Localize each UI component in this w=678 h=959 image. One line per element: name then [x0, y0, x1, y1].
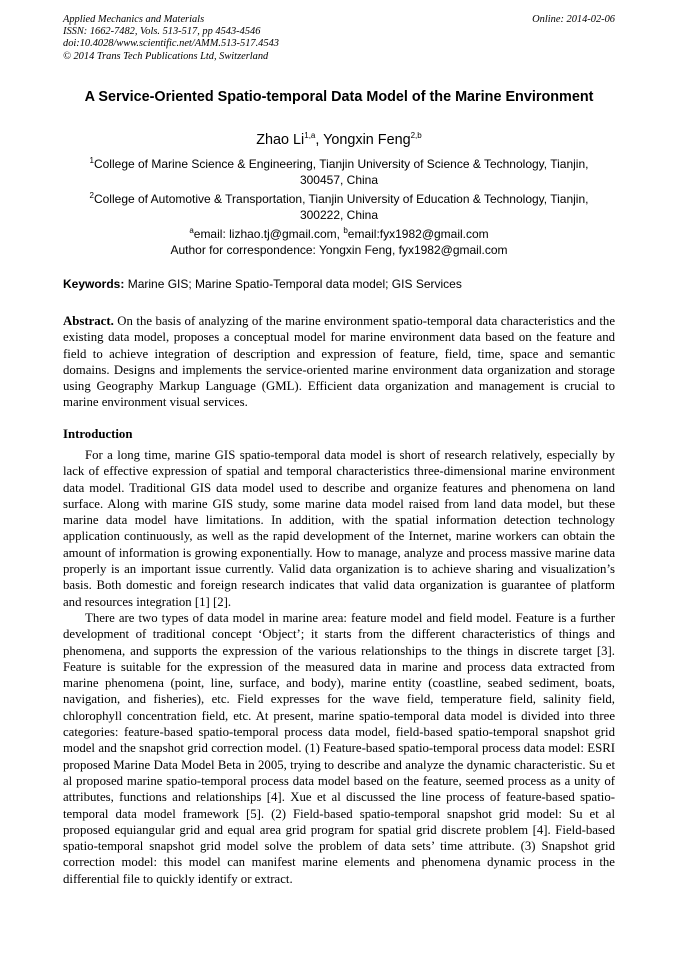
email-a: email: lizhao.tj@gmail.com, [193, 227, 344, 241]
doi: doi:10.4028/www.scientific.net/AMM.513-517.4543 [63, 38, 279, 50]
affiliation-2-marker: 2 [89, 191, 94, 200]
affiliation-1-text: College of Marine Science & Engineering, Tianjin University of Science & Technology, Tianjin, 300457, China [93, 157, 589, 187]
affiliation-2 [70, 191, 608, 223]
email-b-marker: b [343, 226, 348, 235]
keywords [63, 276, 615, 292]
abstract-label: Abstract. [63, 314, 114, 328]
journal-name: Applied Mechanics and Materials [63, 14, 205, 25]
copyright: © 2014 Trans Tech Publications Ltd, Switzerland [63, 50, 269, 62]
author-1: Zhao Li [256, 132, 305, 148]
intro-paragraph-2: There are two types of data model in marine area: feature model and field model. Feature is a further development of traditional concept ‘Object’; it starts from the different characteristics of things and phenomena, and supports the expression of the various relationships to the things in discrete target [3]. Feature is suitable for the expression of the measured data in marine and process data extracted from marine phenomena (point, line, surface, and body), marine entity (coastline, seabed sediment, boats, navigation, and fisheries), etc. Field expresses for the wave field, temperature field, salinity field, chlorophyll concentration field, etc. At present, marine spatio-temporal data model is divided into three categories: feature-based spatio-temporal process data model, field-based spatio-temporal snapshot grid model and the snapshot grid correction model. (1) Feature-based spatio-temporal process data model: ESRI proposed Marine Data Model Beta in 2005, trying to describe and analyze the dynamic characteristic. Su et al proposed marine spatio-temporal process data model based on the feature, seemed process as a unity of attributes, functions and relationships [4]. Xue et al discussed the line process of feature-based spatio-temporal data model framework [5]. (2) Field-based spatio-temporal snapshot grid model: Su et al proposed equiangular grid and equal area grid program for spatial grid discrete problem [4]. Field-based spatio-temporal snapshot grid model solve the problem of data sets’ time attribute. (3) Snapshot grid correction model: this model can manifest marine elements and phenomena dynamic process in the differential file to quickly identify or extract. [63, 610, 615, 886]
author-1-affil: 1,a [304, 131, 316, 141]
abstract [63, 313, 615, 411]
author-2: Yongxin Feng [323, 132, 411, 148]
journal-header [63, 14, 615, 63]
email-line [63, 226, 615, 242]
author-2-affil: 2,b [410, 131, 422, 141]
keywords-label: Keywords: [63, 277, 125, 291]
intro-paragraph-1: For a long time, marine GIS spatio-temporal data model is short of research relatively, especially by lack of effective expression of spatial and temporal characteristics three-dimensional marine environment data model. Traditional GIS data model used to describe and organize features and phenomena on land surface. Along with marine GIS study, some marine data model raised from land data model, but these marine data model have limitations. In addition, with the spatial information detection technology application continuously, as well as the rapid development of the Internet, marine workers can obtain the amount of information is growing exponentially. How to manage, analyze and process massive marine data properly is an important issue currently. Valid data organization is to achieve sharing and visualization’s basis. Both domestic and foreign research indicates that valid data organization is guarantee of platform and resources integration [1] [2]. [63, 448, 615, 609]
email-block [63, 226, 615, 258]
keywords-text: Marine GIS; Marine Spatio-Temporal data model; GIS Services [124, 277, 462, 291]
affiliation-1 [70, 156, 608, 188]
abstract-text: On the basis of analyzing of the marine environment spatio-temporal data characteristics and the existing data model, proposes a conceptual model for marine environment data based on the feature and field to achieve integration of description and expression of feature, field, time, space and semantic domains. Designs and implements the service-oriented marine environment data organization and storage using Geography Markup Language (GML). Efficient data organization and management is crucial to marine environment visual services. [63, 314, 615, 410]
affiliation-2-text: College of Automotive & Transportation, Tianjin University of Education & Technology, Tianjin, 300222, China [93, 192, 589, 222]
author-separator: , [315, 132, 324, 148]
email-a-marker: a [189, 226, 194, 235]
paper-title: A Service-Oriented Spatio-temporal Data Model of the Marine Environment [84, 89, 594, 105]
correspondence-line: Author for correspondence: Yongxin Feng, fyx1982@gmail.com [170, 243, 508, 257]
email-b: email:fyx1982@gmail.com [347, 227, 489, 241]
author-line [63, 131, 615, 149]
online-date: Online: 2014-02-06 [532, 14, 615, 25]
introduction-body [63, 447, 615, 887]
affiliation-1-marker: 1 [89, 156, 94, 165]
section-heading-introduction: Introduction [63, 427, 133, 441]
issn: ISSN: 1662-7482, Vols. 513-517, pp 4543-4546 [63, 26, 261, 38]
